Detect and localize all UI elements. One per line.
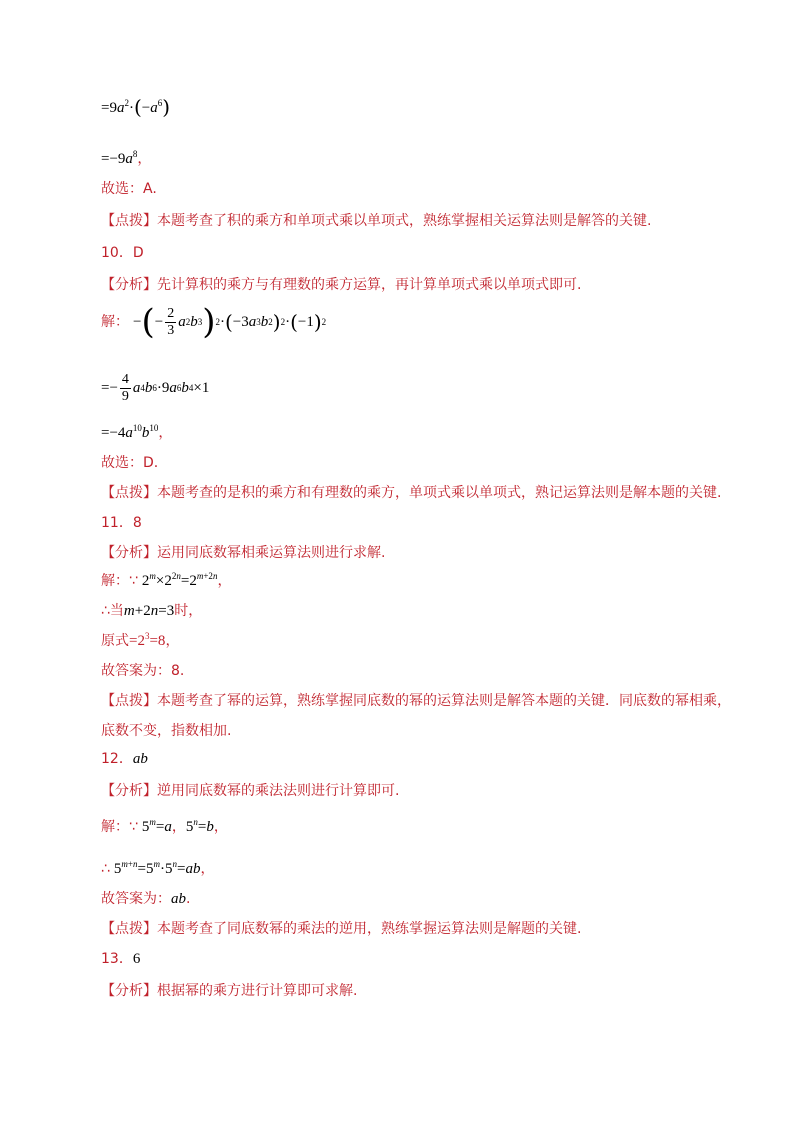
- therefore-label: ∴当: [101, 603, 124, 619]
- question-number-11: 11．8: [101, 515, 142, 531]
- answer-value: ab: [132, 751, 148, 767]
- equation-line-2: $=-9a^8$，: [101, 149, 152, 167]
- equation-line-8: =− $\frac{4}{9}$ a 4 b 6 ·9 a 6 b 4 ×1: [101, 371, 210, 404]
- solution-label: 解：∵: [101, 819, 138, 835]
- solution-line-11: 解：∵ $2^m\times 2^{2n}=2^{m+2n}$，: [101, 571, 232, 589]
- tip-line-10: 【点拨】本题考查的是积的乘方和有理数的乘方，单项式乘以单项式，熟记运算法则是解本题的关键.: [101, 485, 722, 501]
- condition-line-11: ∴当m+2n=3时，: [101, 603, 203, 619]
- solution-expression: − ( − $\frac{2}{3}$ a 2 b 3 ) 2 · ( −3 a 3 b 2 ) 2 · ( −1 ) 2: [133, 302, 327, 342]
- solution-label: 解：∵: [101, 573, 138, 589]
- analysis-line-10: 【分析】先计算积的乘方与有理数的乘方运算，再计算单项式乘以单项式即可.: [101, 277, 582, 293]
- solution-line-12: 解：∵ $5^m=a$，$5^n=b$，: [101, 817, 228, 835]
- tip-line-9: 【点拨】本题考查了积的乘方和单项式乘以单项式，熟练掌握相关运算法则是解答的关键.: [101, 213, 652, 229]
- therefore-label: ∴: [101, 861, 110, 877]
- solution-line-10: [101, 302, 326, 342]
- question-number: 12．: [101, 751, 133, 767]
- question-number-13: [101, 950, 140, 968]
- question-number: 13．: [101, 951, 133, 967]
- solution-label: 解：: [101, 314, 129, 330]
- analysis-line-12: 【分析】逆用同底数幂的乘法法则进行计算即可.: [101, 783, 400, 799]
- answer-line-9: 故选：A.: [101, 181, 157, 197]
- tip-line-12: 【点拨】本题考查了同底数幂的乘法的逆用，熟练掌握运算法则是解题的关键.: [101, 921, 582, 937]
- original-label: 原式: [101, 633, 129, 649]
- analysis-line-13: 【分析】根据幂的乘方进行计算即可求解.: [101, 983, 358, 999]
- result-line-11: 原式$=2^3=8$，: [101, 631, 180, 649]
- derivation-line-12: ∴ $5^{m+n}=5^m\cdot 5^n=ab$，: [101, 859, 215, 877]
- equation-line-9: $=-4a^{10}b^{10}$，: [101, 423, 173, 441]
- answer-line-10: 故选：D.: [101, 455, 159, 471]
- answer-value: 6: [132, 951, 141, 967]
- tip-line-11b: 底数不变，指数相加.: [101, 723, 232, 739]
- answer-line-11: 故答案为：8.: [101, 663, 185, 679]
- analysis-line-11: 【分析】运用同底数幂相乘运算法则进行求解.: [101, 545, 386, 561]
- condition-tail: 时，: [174, 603, 203, 619]
- question-number-10: 10．D: [101, 245, 144, 261]
- tip-line-11a: 【点拨】本题考查了幂的运算，熟练掌握同底数的幂的运算法则是解答本题的关键．同底数的幂相乘，: [101, 693, 731, 709]
- answer-label: 故答案为：: [101, 891, 171, 907]
- question-number-12: [101, 750, 148, 768]
- equation-line-1: $=9a^2\cdot(-a^6)$: [101, 95, 171, 119]
- answer-line-12: 故答案为：ab.: [101, 891, 191, 907]
